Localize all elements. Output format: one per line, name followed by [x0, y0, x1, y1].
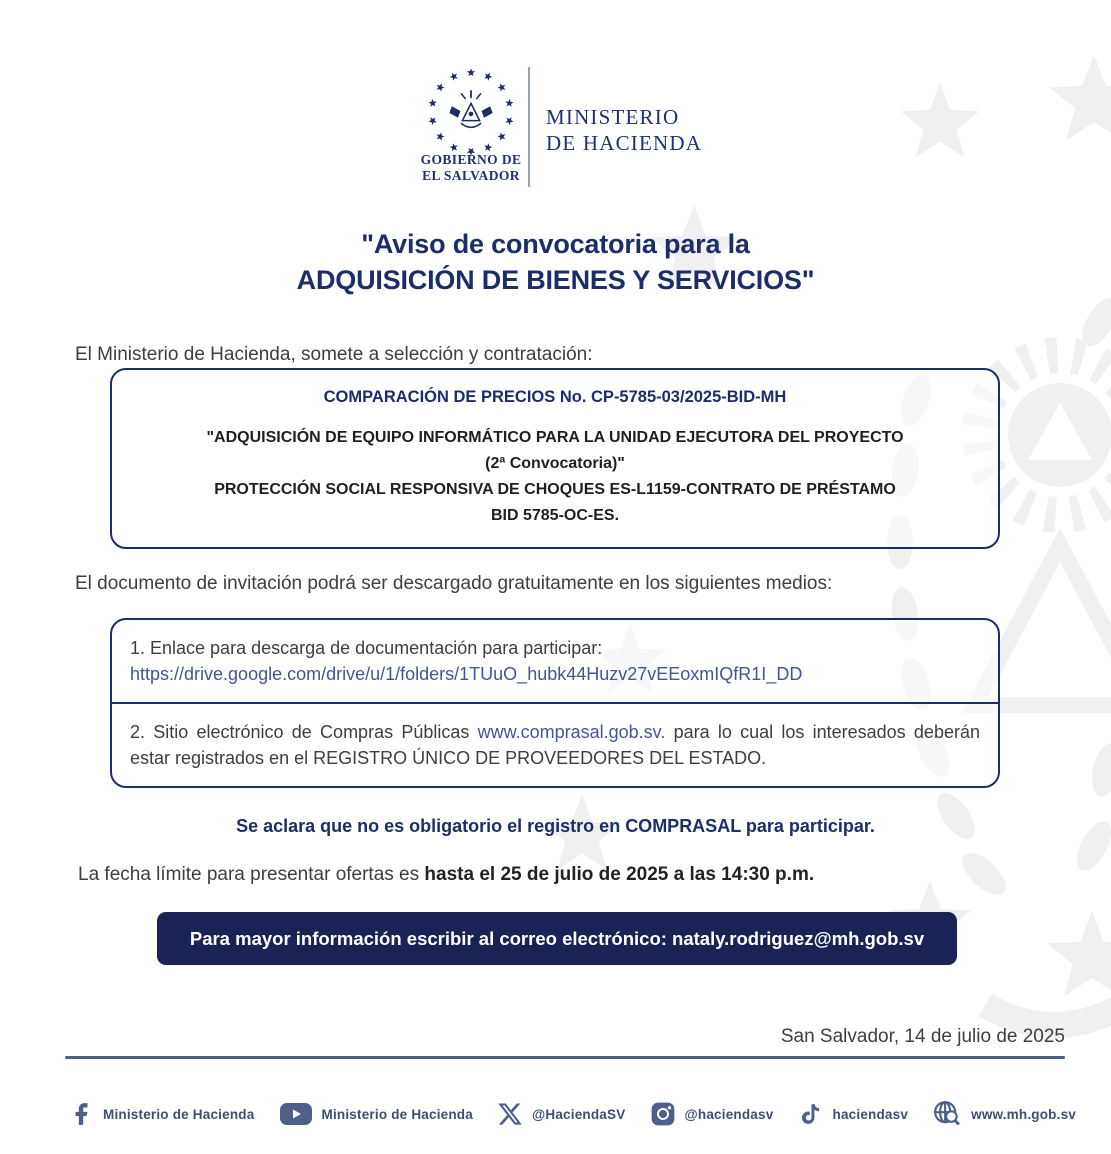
seal-caption [396, 152, 546, 184]
seal-caption-line2: EL SALVADOR [422, 168, 520, 183]
procurement-line3: PROTECCIÓN SOCIAL RESPONSIVA DE CHOQUES ES-L1159-CONTRATO DE PRÉSTAMO [214, 481, 896, 498]
tiktok-icon [798, 1101, 824, 1127]
procurement-line4: BID 5785-OC-ES. [490, 507, 620, 524]
seal-caption-line1: GOBIERNO DE [420, 152, 522, 167]
deadline-prefix: La fecha límite para presentar ofertas es [78, 864, 420, 885]
intro-paragraph: El Ministerio de Hacienda, somete a selección y contratación: [75, 344, 593, 365]
globe-icon [932, 1099, 962, 1129]
ministry-wordmark [546, 104, 702, 156]
dateline: San Salvador, 14 de julio de 2025 [780, 1026, 1065, 1047]
procurement-line2: (2ª Convocatoria)" [485, 455, 625, 472]
logo-divider [528, 67, 530, 187]
social-youtube-label: Ministerio de Hacienda [321, 1106, 473, 1122]
social-x-label: @HaciendaSV [532, 1106, 626, 1122]
media-item-2-prefix: 2. Sitio electrónico de Compras Públicas [130, 722, 470, 742]
website-link[interactable] [932, 1099, 1076, 1129]
media-item-2-suffix: para lo cual los interesados deberán estar registrados en el REGISTRO ÚNICO DE PROVEEDORES DEL ESTADO. [130, 722, 980, 768]
social-youtube[interactable] [279, 1101, 473, 1127]
ministry-line1: MINISTERIO [546, 105, 680, 129]
clarification-note: Se aclara que no es obligatorio el registro en COMPRASAL para participar. [236, 816, 875, 836]
media-item-1 [112, 620, 998, 702]
procurement-description [136, 425, 974, 529]
el-salvador-seal-icon [423, 64, 519, 160]
header-logo [0, 0, 1111, 200]
deadline-date: hasta el 25 de julio de 2025 a las 14:30 p.m. [424, 864, 815, 885]
footer-divider [65, 1056, 1065, 1059]
instagram-icon [650, 1101, 676, 1127]
social-x[interactable] [497, 1101, 625, 1127]
social-tiktok-label: haciendasv [832, 1106, 909, 1122]
x-icon [497, 1101, 523, 1127]
facebook-icon [68, 1101, 94, 1127]
page-title [0, 226, 1111, 298]
media-item-1-label: 1. Enlace para descarga de documentación para participar: [130, 638, 603, 658]
social-facebook[interactable] [68, 1101, 254, 1127]
deadline-paragraph [78, 864, 1038, 886]
page-title-line1: "Aviso de convocatoria para la [361, 229, 750, 259]
procurement-reference: COMPARACIÓN DE PRECIOS No. CP-5785-03/2025-BID-MH [323, 388, 787, 406]
media-item-2-text [130, 719, 980, 771]
page-title-line2: ADQUISICIÓN DE BIENES Y SERVICIOS" [296, 265, 815, 295]
download-media-box [110, 618, 1000, 788]
social-tiktok[interactable] [798, 1101, 909, 1127]
media-item-2 [112, 702, 998, 786]
social-facebook-label: Ministerio de Hacienda [103, 1106, 255, 1122]
social-instagram[interactable] [650, 1101, 774, 1127]
procurement-line1: "ADQUISICIÓN DE EQUIPO INFORMÁTICO PARA LA UNIDAD EJECUTORA DEL PROYECTO [206, 429, 904, 446]
contact-banner: Para mayor información escribir al correo electrónico: nataly.rodriguez@mh.gob.sv [157, 912, 957, 965]
social-instagram-label: @haciendasv [684, 1106, 774, 1122]
website-link-label: www.mh.gob.sv [971, 1106, 1076, 1122]
download-intro-paragraph: El documento de invitación podrá ser descargado gratuitamente en los siguientes medios: [75, 573, 833, 594]
youtube-icon [279, 1101, 313, 1127]
procurement-box [110, 368, 1000, 549]
ministry-line2: DE HACIENDA [546, 131, 703, 155]
drive-download-link[interactable]: https://drive.google.com/drive/u/1/folders/1TUuO_hubk44Huzv27vEEoxmIQfR1I_DD [130, 664, 803, 684]
comprasal-link[interactable]: www.comprasal.gob.sv. [477, 722, 666, 742]
social-footer [68, 1086, 1076, 1142]
